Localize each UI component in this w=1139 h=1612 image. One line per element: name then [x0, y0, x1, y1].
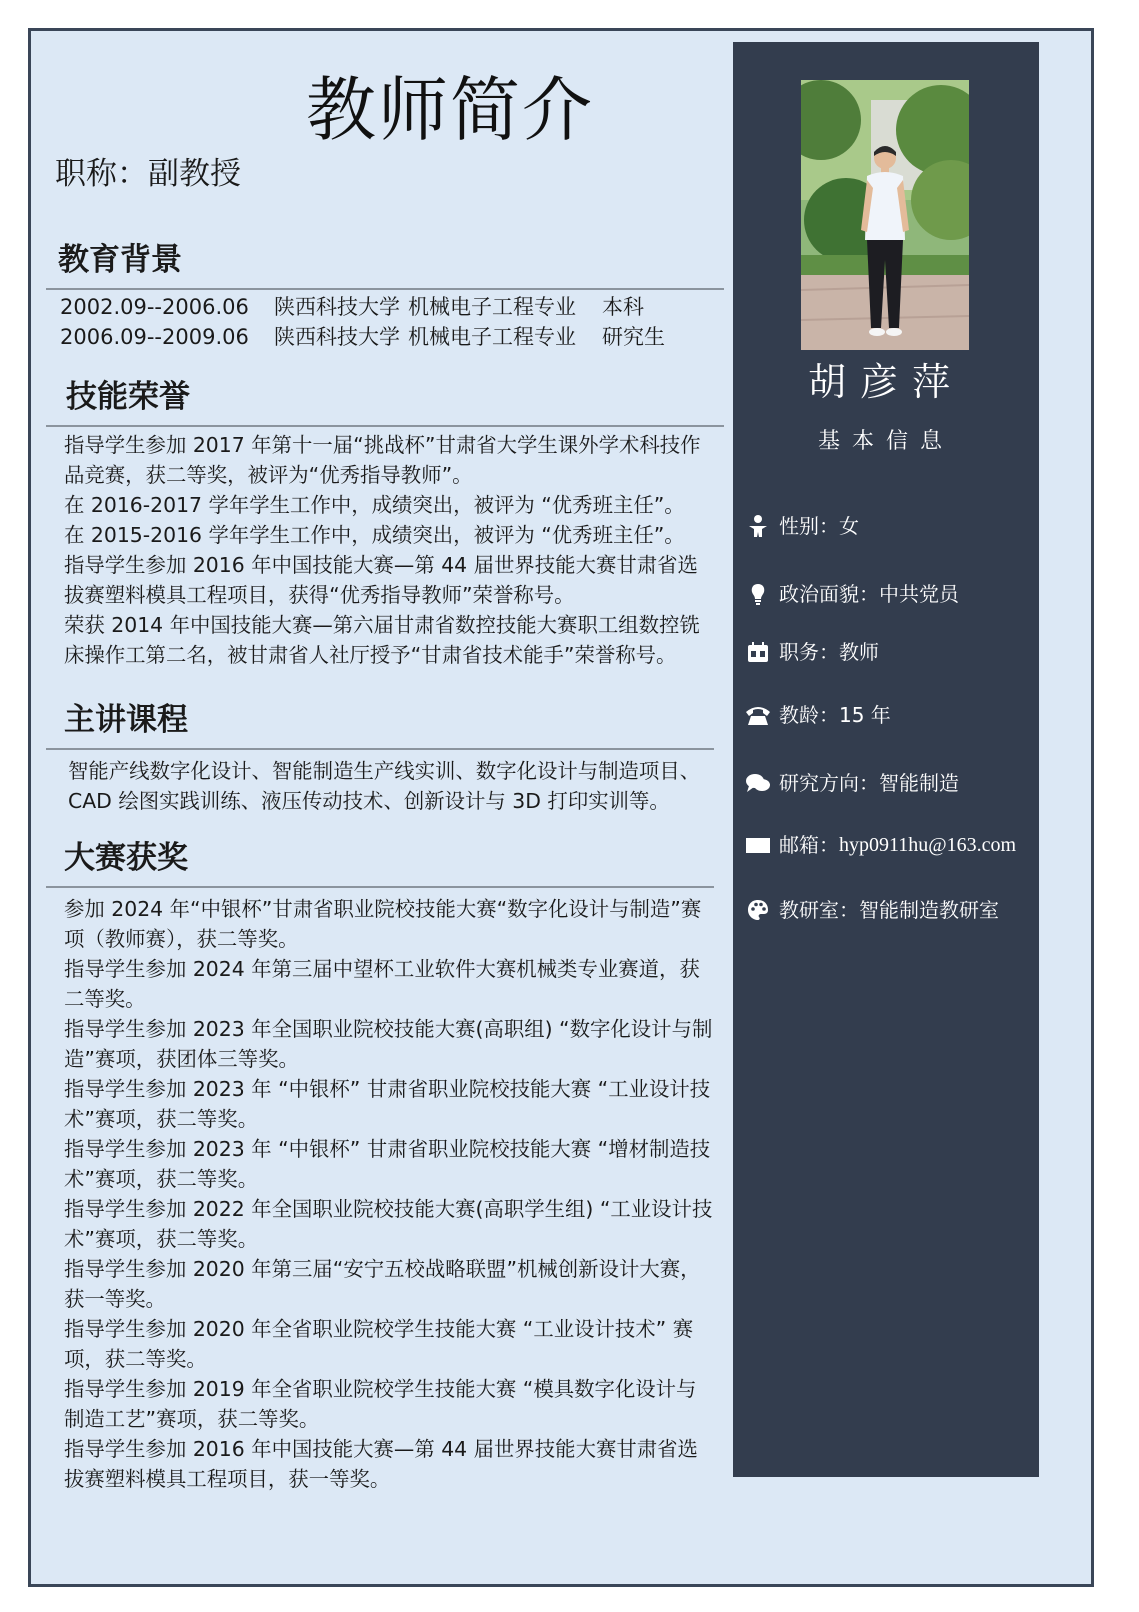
- gender-text: 性别：女: [779, 514, 859, 538]
- email-value[interactable]: hyp0911hu@163.com: [839, 834, 1017, 856]
- awards-heading: 大赛获奖: [46, 832, 714, 888]
- info-teaching-years: [745, 699, 1035, 731]
- position-text: 职务：教师: [779, 640, 879, 664]
- award-item: 指导学生参加 2022 年全国职业院校技能大赛(高职学生组) “工业设计技术”赛项，获二等奖。: [64, 1197, 713, 1251]
- email-label: 邮箱：: [779, 833, 839, 857]
- education-major: 机械电子工程专业: [408, 325, 576, 349]
- info-politics: [745, 578, 1035, 610]
- chat-icon: [745, 770, 771, 796]
- award-item: 指导学生参加 2023 年 “中银杯” 甘肃省职业院校技能大赛 “增材制造技术”赛项，获二等奖。: [64, 1137, 711, 1191]
- education-school: 陕西科技大学: [274, 325, 400, 349]
- info-office: [745, 894, 1035, 926]
- education-period: 2006.09--2009.06: [60, 325, 249, 349]
- calendar-icon: [745, 639, 771, 665]
- phone-icon: [745, 702, 771, 728]
- honors-heading: 技能荣誉: [46, 371, 724, 427]
- teacher-name: 胡彦萍: [807, 360, 964, 404]
- info-gender: [745, 510, 1035, 542]
- education-row: [60, 322, 665, 352]
- award-item: 指导学生参加 2024 年第三届中望杯工业软件大赛机械类专业赛道，获二等奖。: [64, 957, 700, 1011]
- education-major: 机械电子工程专业: [408, 295, 576, 319]
- award-item: 指导学生参加 2020 年全省职业院校学生技能大赛 “工业设计技术” 赛项，获二等奖。: [64, 1317, 694, 1371]
- research-text: 研究方向：智能制造: [779, 771, 959, 795]
- courses-text: 智能产线数字化设计、智能制造生产线实训、数字化设计与制造项目、CAD 绘图实践训练、液压传动技术、创新设计与 3D 打印实训等。: [68, 759, 701, 813]
- award-item: 指导学生参加 2019 年全省职业院校学生技能大赛 “模具数字化设计与制造工艺”赛项，获二等奖。: [64, 1377, 697, 1431]
- awards-list: [64, 894, 714, 1494]
- page-title: 教师简介: [306, 69, 594, 151]
- honor-item: 在 2016-2017 学年学生工作中，成绩突出，被评为 “优秀班主任”。: [64, 493, 685, 517]
- info-research: [745, 767, 1035, 799]
- education-period: 2002.09--2006.06: [60, 295, 249, 319]
- education-degree: 研究生: [602, 325, 665, 349]
- info-position: [745, 636, 1035, 668]
- courses-heading: 主讲课程: [46, 694, 714, 750]
- teaching-years-text: 教龄：15 年: [779, 703, 891, 727]
- honors-list: [64, 430, 714, 670]
- honor-item: 荣获 2014 年中国技能大赛—第六届甘肃省数控技能大赛职工组数控铣床操作工第二名，被甘肃省人社厅授予“甘肃省技术能手”荣誉称号。: [64, 613, 700, 667]
- profile-photo: [801, 80, 969, 350]
- education-degree: 本科: [602, 295, 644, 319]
- profile-photo-illustration: [801, 80, 969, 350]
- basic-info-title: 基本信息: [817, 429, 954, 454]
- award-item: 指导学生参加 2016 年中国技能大赛—第 44 届世界技能大赛甘肃省选拔赛塑料模具工程项目，获一等奖。: [64, 1437, 698, 1491]
- mail-icon: [745, 832, 771, 858]
- bulb-icon: [745, 581, 771, 607]
- education-heading: 教育背景: [46, 234, 724, 290]
- education-school: 陕西科技大学: [274, 295, 400, 319]
- rank-label: 职称：副教授: [55, 156, 241, 192]
- office-text: 教研室：智能制造教研室: [779, 898, 999, 922]
- award-item: 指导学生参加 2020 年第三届“安宁五校战略联盟”机械创新设计大赛，获一等奖。: [64, 1257, 701, 1311]
- info-email: [745, 829, 1035, 861]
- politics-text: 政治面貌：中共党员: [779, 582, 959, 606]
- honor-item: 指导学生参加 2016 年中国技能大赛—第 44 届世界技能大赛甘肃省选拔赛塑料模具工程项目，获得“优秀指导教师”荣誉称号。: [64, 553, 698, 607]
- sidebar: [733, 42, 1039, 1477]
- award-item: 指导学生参加 2023 年 “中银杯” 甘肃省职业院校技能大赛 “工业设计技术”赛项，获二等奖。: [64, 1077, 711, 1131]
- education-row: [60, 292, 644, 322]
- palette-icon: [745, 897, 771, 923]
- honor-item: 在 2015-2016 学年学生工作中，成绩突出，被评为 “优秀班主任”。: [64, 523, 685, 547]
- award-item: 参加 2024 年“中银杯”甘肃省职业院校技能大赛“数字化设计与制造”赛项（教师赛），获二等奖。: [64, 897, 702, 951]
- person-icon: [745, 513, 771, 539]
- honor-item: 指导学生参加 2017 年第十一届“挑战杯”甘肃省大学生课外学术科技作品竞赛，获二等奖，被评为“优秀指导教师”。: [64, 433, 701, 487]
- award-item: 指导学生参加 2023 年全国职业院校技能大赛(高职组) “数字化设计与制造”赛项，获团体三等奖。: [64, 1017, 713, 1071]
